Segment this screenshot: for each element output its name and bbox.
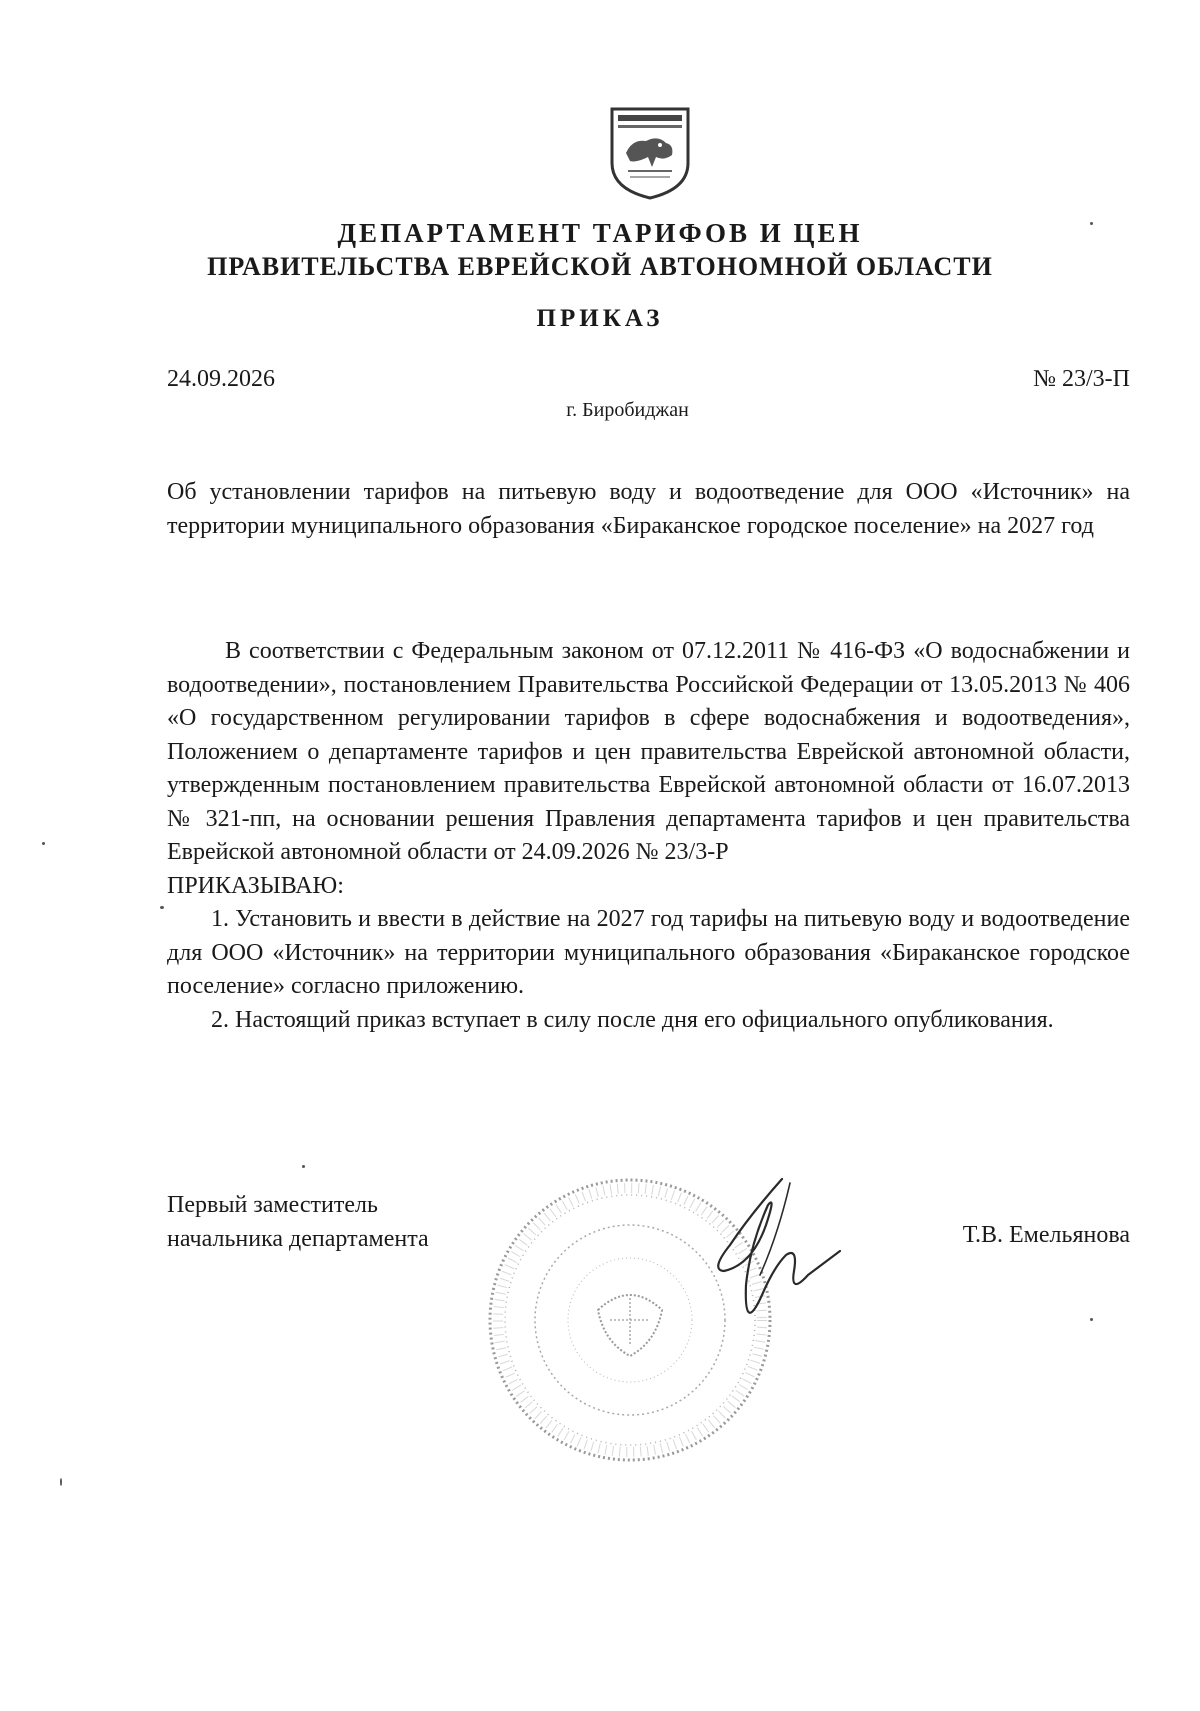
- signer-position-line1: Первый заместитель: [167, 1192, 378, 1218]
- department-name-line2: ПРАВИТЕЛЬСТВА ЕВРЕЙСКОЙ АВТОНОМНОЙ ОБЛАСТИ: [207, 252, 993, 281]
- scan-speck: [302, 1165, 305, 1168]
- department-name-line1: ДЕПАРТАМЕНТ ТАРИФОВ И ЦЕН: [337, 218, 863, 248]
- signer-position-line2: начальника департамента: [167, 1226, 429, 1252]
- order-word: ПРИКАЗЫВАЮ:: [167, 872, 344, 899]
- document-subject: Об установлении тарифов на питьевую воду и водоотведение для ООО «Источник» на территории муниципального образования «Бираканское городское поселение» на 2027 год: [167, 479, 1130, 539]
- order-item-2: 2. Настоящий приказ вступает в силу после дня его официального опубликования.: [211, 1006, 1054, 1033]
- scan-speck: [1090, 222, 1093, 225]
- preamble-paragraph: В соответствии с Федеральным законом от 07.12.2011 № 416-ФЗ «О водоснабжении и водоотведении», постановлением Правительства Российской Федерации от 13.05.2013 № 406 «О государственном регулировании тарифов в сфере водоснабжения и водоотведения», Положением о департаменте тарифов и цен правительства Еврейской автономной области, утвержденным постановлением правительства Еврейской автономной области от 16.07.2013 № 321-пп, на основании решения Правления департамента тарифов и цен правительства Еврейской автономной области от 24.09.2026 № 23/3-Р: [167, 638, 1130, 865]
- order-item-1: 1. Установить и ввести в действие на 2027 год тарифы на питьевую воду и водоотведение для ООО «Источник» на территории муниципального образования «Бираканское городское поселение» согласно приложению.: [167, 906, 1130, 999]
- signer-name: Т.В. Емельянова: [962, 1222, 1130, 1248]
- document-number: № 23/3-П: [1033, 366, 1130, 392]
- scan-speck: [42, 842, 45, 845]
- handwritten-signature-icon: [690, 1175, 850, 1345]
- scan-speck: [1090, 1318, 1093, 1321]
- coat-of-arms-icon: [608, 105, 692, 201]
- document-city: г. Биробиджан: [566, 399, 689, 421]
- scan-speck: [60, 1478, 62, 1486]
- document-type-title: ПРИКАЗ: [536, 305, 664, 332]
- document-body: [167, 635, 1130, 1037]
- scan-speck: [160, 906, 164, 909]
- document-date: 24.09.2026: [167, 366, 275, 392]
- signer-position: [167, 1188, 429, 1256]
